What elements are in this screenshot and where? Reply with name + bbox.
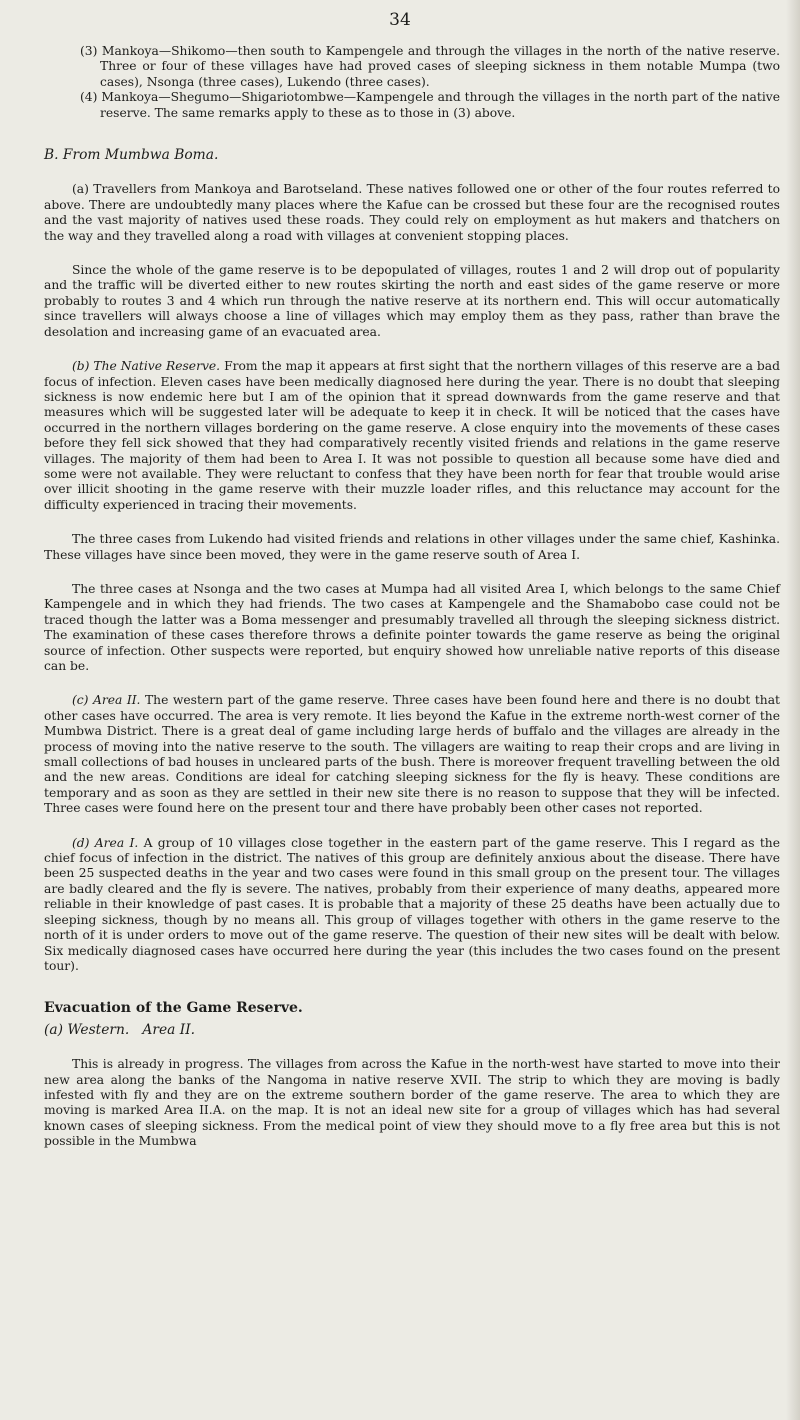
route-3 [44, 44, 780, 90]
paragraph-text: From the map it appears at first sight that the northern villages of this reserve are a bad focus of infection. Eleven cases have been medically diagnosed here during the year. There is no doubt that sleeping sickness is now endemic here but I am of the opinion that it spread downwards from the game reserve and that measures which will be suggested later will be adequate to keep it in check. It will be noticed that the cases have occurred in the northern villages bordering on the game reserve. A close enquiry into the movements of these cases before they fell sick showed that they had comparatively recently visited friends and relations in the game reserve villages. The majority of them had been to Area I. It was not possible to question all because some have died and some were not available. They were reluctant to confess that they have been north for fear that trouble would arise over illicit shooting in the game reserve with their muzzle loader rifles, and this reluctance may account for the difficulty experienced in tracing their movements. [44, 359, 780, 512]
page-edge-shadow [786, 0, 800, 1420]
evacuation-heading: Evacuation of the Game Reserve. [44, 1000, 303, 1017]
paragraph-text: Travellers from Mankoya and Barotseland. These natives followed one or other of the four routes referred to above. There are undoubtedly many places where the Kafue can be crossed but these four are the recognised routes and the vast majority of natives used these roads. They could rely on employment as hut makers and thatchers on the way and they travelled along a road with villages at convenient stopping places. [44, 182, 780, 243]
paragraph-area-i [44, 836, 780, 975]
route-number: (4) [80, 90, 98, 105]
paragraph-lead: (b) The Native Reserve. [72, 359, 221, 374]
route-4 [44, 90, 780, 121]
section-b-heading: B. From Mumbwa Boma. [44, 147, 219, 164]
paragraph-lead: (c) Area II. [72, 693, 141, 708]
route-text: Mankoya—Shegumo—Shigariotombwe—Kampengele and through the villages in the north part of the native reserve. The same remarks apply to these as to those in (3) above. [100, 90, 780, 120]
evacuation-subheading: (a) Western. Area II. [44, 1021, 196, 1038]
paragraph-text: The western part of the game reserve. Three cases have been found here and there is no doubt that other cases have occurred. The area is very remote. It lies beyond the Kafue in the extreme north-west corner of the Mumbwa District. There is a great deal of game including large herds of buffalo and the villages are already in the process of moving into the native reserve to the south. The villagers are waiting to reap their crops and are living in small collections of bad houses in uncleared parts of the bush. There is moreover frequent travelling between the old and the new areas. Conditions are ideal for catching sleeping sickness for the fly is heavy. These conditions are temporary and as soon as they are settled in their new site there is no reason to suppose that they will be infected. Three cases were found here on the present tour and there have probably been other cases not reported. [44, 693, 780, 816]
paragraph-area-ii [44, 693, 780, 816]
route-text: Mankoya—Shikomo—then south to Kampengele and through the villages in the north of the native reserve. Three or four of these villages have had proved cases of sleeping sickness in them notable Mumpa (two cases), Nsonga (three cases), Lukendo (three cases). [100, 44, 780, 89]
document-body [44, 44, 780, 1150]
paragraph-evacuation: This is already in progress. The villages from across the Kafue in the north-west have started to move into their new area along the banks of the Nangoma in native reserve XVII. The strip to which they are moving is badly infested with fly and they are on the extreme southern border of the game reserve. The area to which they are moving is marked Area II.A. on the map. It is not an ideal new site for a group of villages which has had several known cases of sleeping sickness. From the medical point of view they should move to a fly free area but this is not possible in the Mumbwa [44, 1057, 780, 1149]
paragraph-text: A group of 10 villages close together in the eastern part of the game reserve. This I regard as the chief focus of infection in the district. The natives of this group are definitely anxious about the disease. There have been 25 suspected deaths in the year and two cases were found in this small group on the present tour. The villages are badly cleared and the fly is severe. The natives, probably from their experience of many deaths, appeared more reliable in their knowledge of past cases. It is probable that a majority of these 25 deaths have been actually due to sleeping sickness, though by no means all. This group of villages together with others in the game reserve to the north of it is under orders to move out of the game reserve. The question of their new sites will be dealt with below. Six medically diagnosed cases have occurred here during the year (this includes the two cases found on the present tour). [44, 835, 780, 973]
paragraph-lead: (d) Area I. [72, 835, 139, 850]
page-number: 34 [389, 10, 411, 30]
paragraph-travellers [44, 182, 780, 244]
paragraph-lukendo: The three cases from Lukendo had visited friends and relations in other villages under the same chief, Kashinka. These villages have since been moved, they were in the game reserve south of Area I. [44, 532, 780, 562]
route-number: (3) [80, 44, 98, 58]
paragraph-native-reserve [44, 359, 780, 513]
paragraph-lead: (a) [72, 182, 89, 197]
paragraph-nsonga: The three cases at Nsonga and the two cases at Mumpa had all visited Area I, which belongs to the same Chief Kampengele and in which they had friends. The two cases at Kampengele and the Shamabobo case could not be traced though the latter was a Boma messenger and presumably travelled all through the sleeping sickness district. The examination of these cases therefore throws a definite pointer towards the game reserve as being the original source of infection. Other suspects were reported, but enquiry showed how unreliable native reports of this disease can be. [44, 581, 780, 673]
paragraph-depopulation: Since the whole of the game reserve is to be depopulated of villages, routes 1 and 2 will drop out of popularity and the traffic will be diverted either to new routes skirting the north and east sides of the game reserve or more probably to routes 3 and 4 which run through the native reserve at its northern end. This will occur automatically since travellers will always choose a line of villages which may employ them as they pass, rather than brave the desolation and increasing game of an evacuated area. [44, 263, 780, 339]
